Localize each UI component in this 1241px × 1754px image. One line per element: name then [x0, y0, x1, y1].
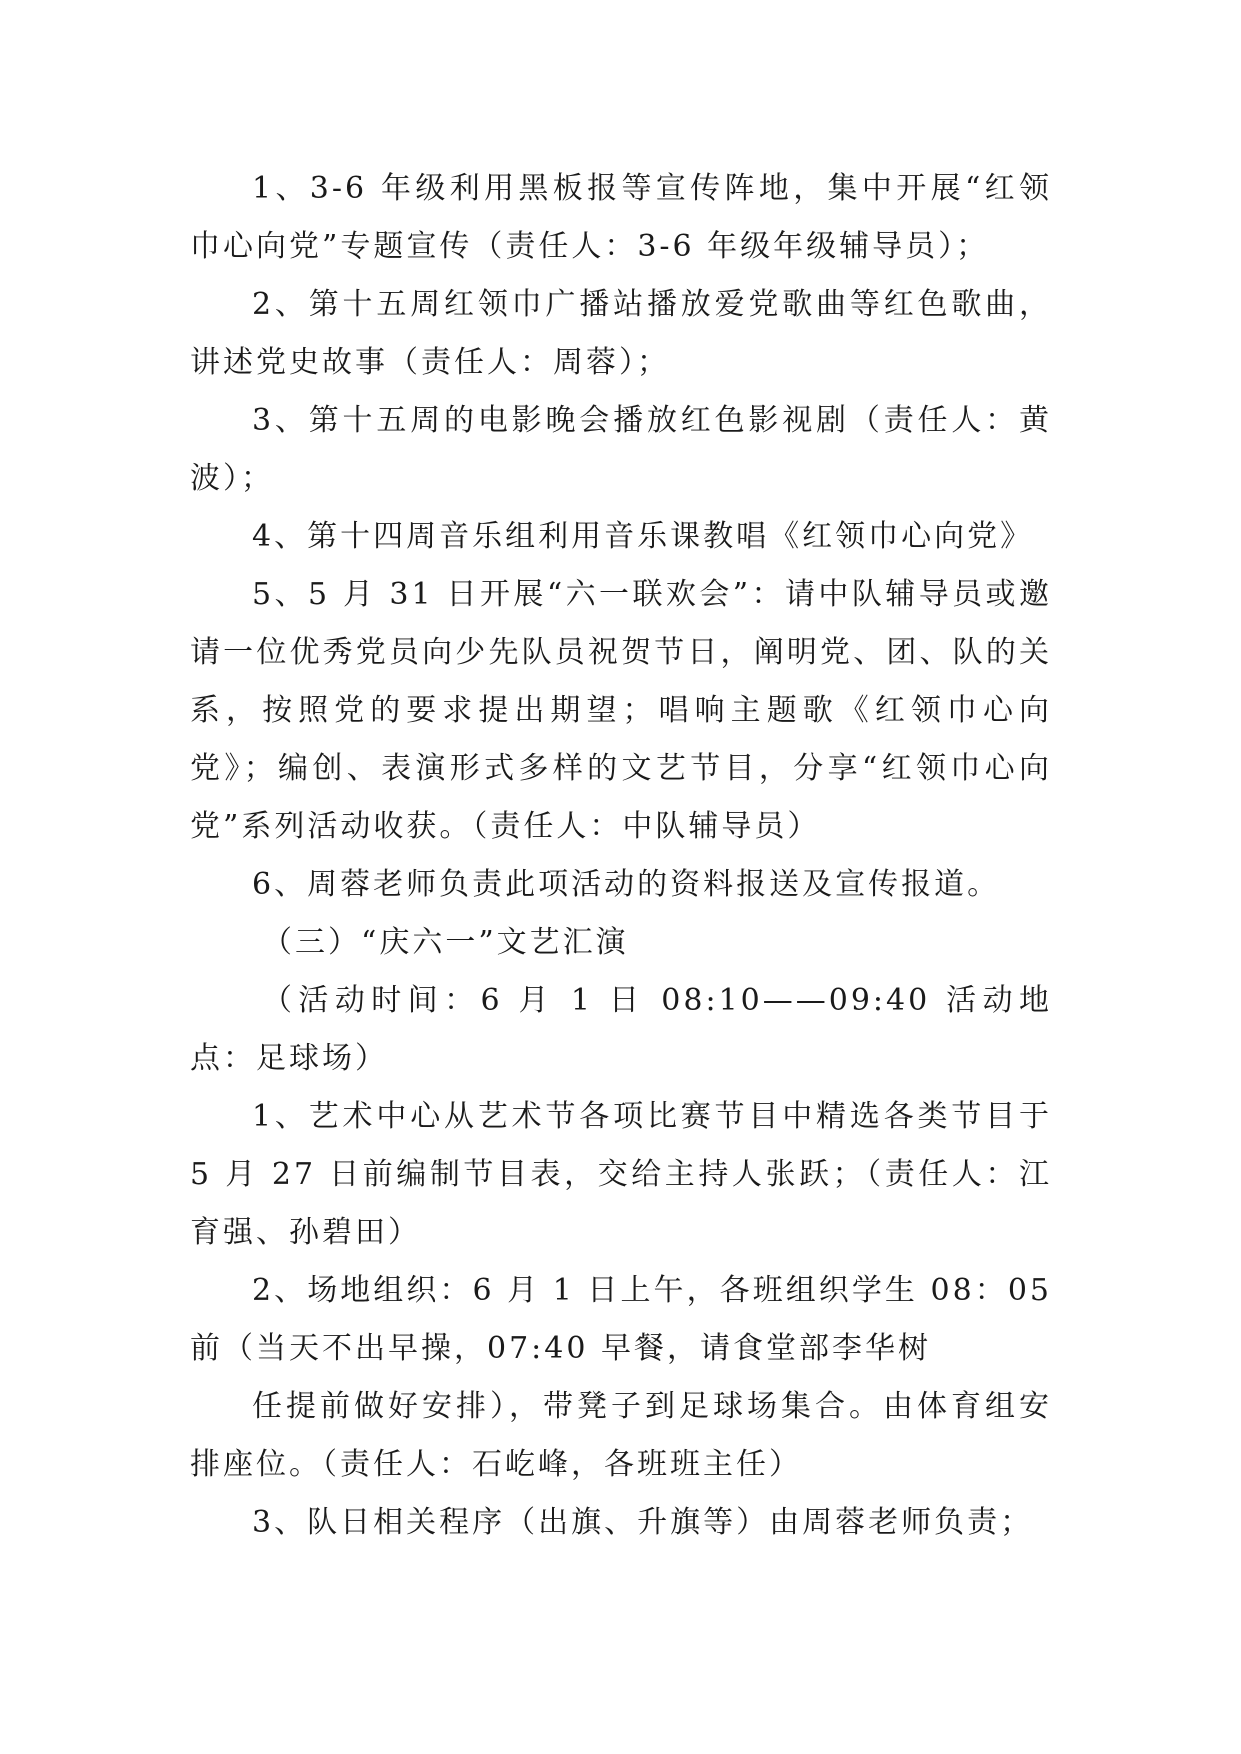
- paragraph-event-time-place: （活动时间：6 月 1 日 08:10——09:40 活动地点：足球场）: [190, 983, 1052, 1076]
- paragraph-art-center-program: 1、艺术中心从艺术节各项比赛节目中精选各类节目于 5 月 27 日前编制节目表，交给主持人张跃；（责任人：江育强、孙碧田）: [190, 1099, 1052, 1250]
- paragraph-movie-night: 3、第十五周的电影晚会播放红色影视剧（责任人：黄波）；: [190, 403, 1052, 496]
- paragraph-music-class: 4、第十四周音乐组利用音乐课教唱《红领巾心向党》: [252, 519, 1034, 554]
- paragraph-radio-station: 2、第十五周红领巾广播站播放爱党歌曲等红色歌曲，讲述党史故事（责任人：周蓉）；: [190, 287, 1052, 380]
- paragraph-blackboard-propaganda: 1、3-6 年级利用黑板报等宣传阵地，集中开展“红领巾心向党”专题宣传（责任人：3-6 年级年级辅导员）；: [190, 171, 1052, 264]
- paragraph-flag-ceremony: 3、队日相关程序（出旗、升旗等）由周蓉老师负责；: [252, 1505, 1034, 1540]
- paragraph-publicity-report: 6、周蓉老师负责此项活动的资料报送及宣传报道。: [252, 867, 1001, 902]
- paragraph-venue-organization-continued: 任提前做好安排），带凳子到足球场集合。由体育组安排座位。（责任人：石屹峰，各班班主任）: [190, 1389, 1052, 1482]
- section-heading-performance: （三）“庆六一”文艺汇演: [262, 925, 629, 960]
- paragraph-june-first-party: 5、5 月 31 日开展“六一联欢会”：请中队辅导员或邀请一位优秀党员向少先队员祝贺节日，阐明党、团、队的关系，按照党的要求提出期望；唱响主题歌《红领巾心向党》；编创、表演形式多样的文艺节目，分享“红领巾心向党”系列活动收获。（责任人：中队辅导员）: [190, 577, 1052, 844]
- document-body: [190, 160, 1052, 1552]
- paragraph-venue-organization: 2、场地组织：6 月 1 日上午，各班组织学生 08：05 前（当天不出早操，07:40 早餐，请食堂部李华树: [190, 1273, 1052, 1366]
